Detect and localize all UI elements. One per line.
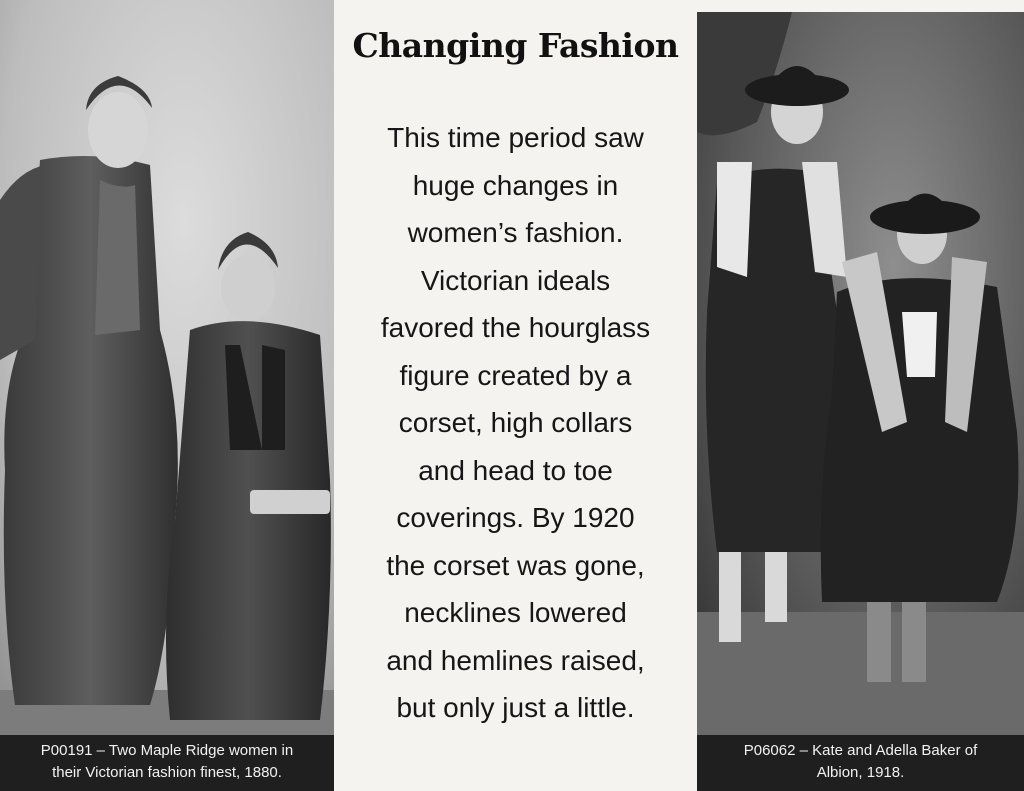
caption-line: their Victorian fashion finest, 1880. — [52, 764, 282, 781]
photo-victorian-women — [0, 0, 334, 735]
body-paragraph — [334, 114, 697, 732]
body-line: but only just a little. — [396, 692, 635, 723]
body-line: figure created by a — [399, 359, 632, 391]
caption-line: P06062 – Kate and Adella Baker of — [743, 742, 978, 759]
body-line: huge changes in — [412, 169, 619, 201]
body-line: This time period saw — [387, 122, 644, 153]
photo-baker-sisters — [697, 12, 1024, 735]
caption-line: Albion, 1918. — [816, 764, 905, 781]
caption-baker-sisters — [697, 735, 1024, 791]
caption-line: P00191 – Two Maple Ridge women in — [40, 742, 294, 759]
page-title: Changing Fashion — [352, 26, 679, 65]
body-line: Victorian ideals — [420, 264, 611, 296]
body-line: coverings. By 1920 — [396, 502, 635, 533]
body-line: and head to toe — [418, 454, 613, 486]
baker-sisters-image — [697, 12, 1024, 735]
body-line: necklines lowered — [404, 597, 627, 628]
body-line: the corset was gone, — [386, 549, 645, 581]
body-line: favored the hourglass — [380, 312, 651, 343]
victorian-women-image — [0, 0, 334, 735]
body-line: women’s fashion. — [407, 217, 624, 248]
caption-victorian-women — [0, 735, 334, 791]
body-line: corset, high collars — [398, 407, 633, 438]
body-line: and hemlines raised, — [386, 644, 645, 676]
